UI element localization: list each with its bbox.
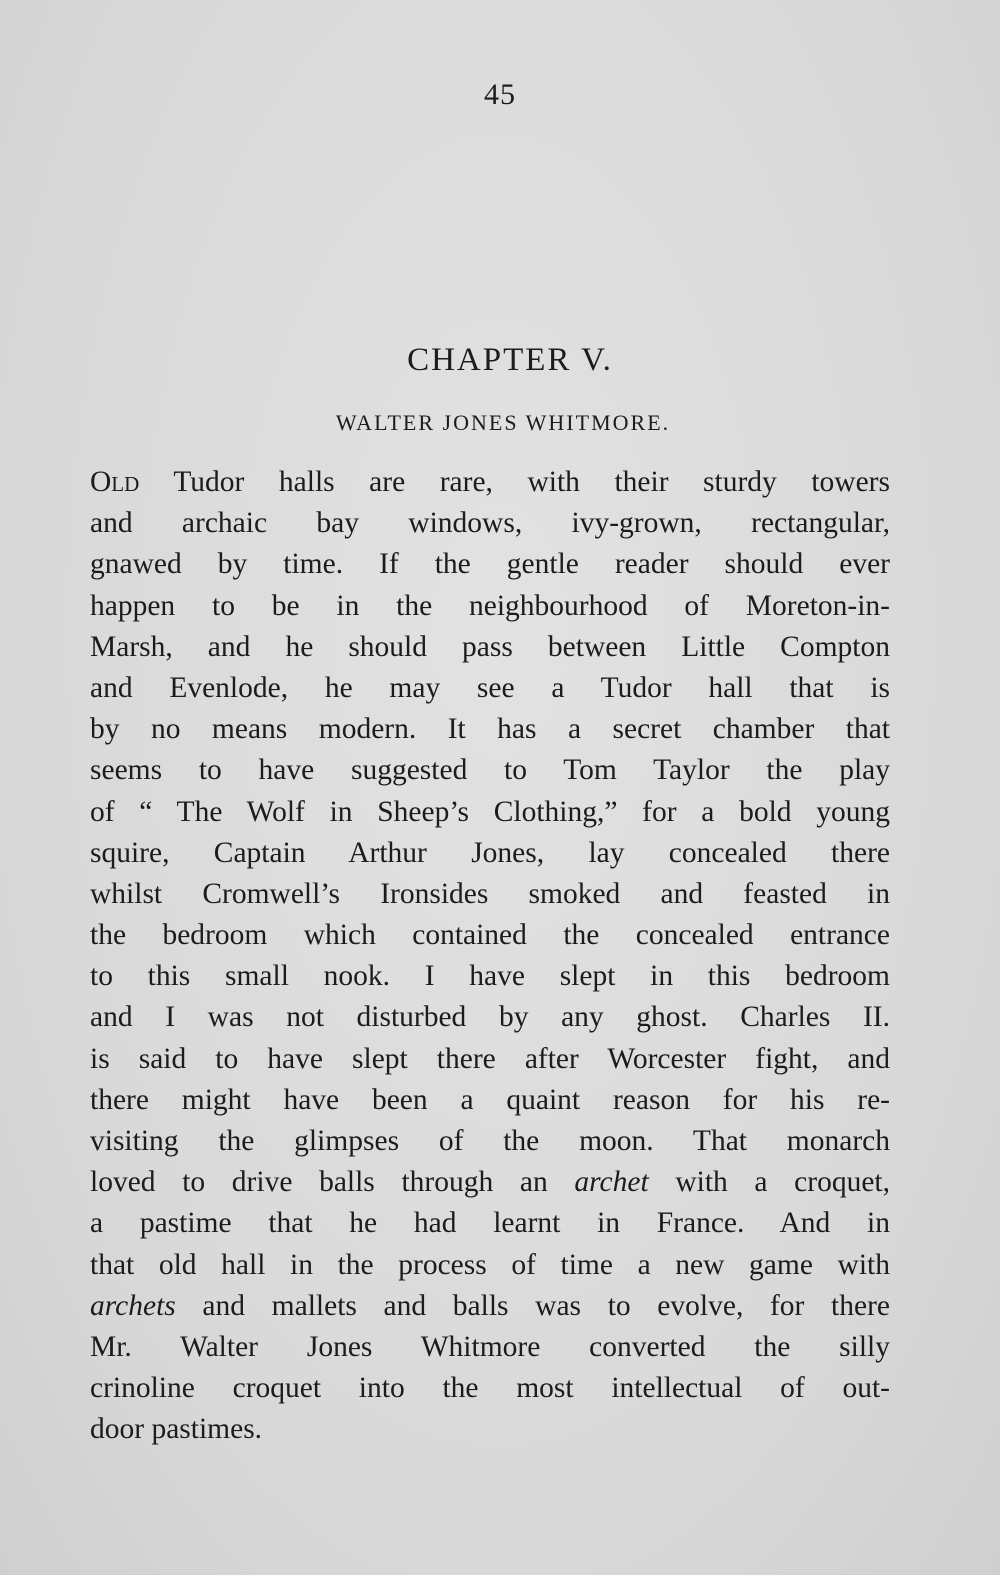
text-line (90, 462, 890, 503)
page-number: 45 (484, 78, 516, 111)
text-line: and I was not disturbed by any ghost. Charles II. (90, 1001, 890, 1034)
text-line: a pastime that he had learnt in France. And in (90, 1207, 890, 1240)
line-text: and mallets and balls was to evolve, for there (175, 1289, 890, 1322)
text-line: whilst Cromwell’s Ironsides smoked and feasted in (90, 877, 890, 910)
text-line: visiting the glimpses of the moon. That monarch (90, 1125, 890, 1157)
chapter-body (90, 462, 890, 1451)
text-line: and archaic bay windows, ivy-grown, rectangular, (90, 507, 890, 540)
text-line: gnawed by time. If the gentle reader should ever (90, 548, 890, 581)
chapter-subtitle: WALTER JONES WHITMORE. (335, 410, 671, 435)
text-line: Marsh, and he should pass between Little Compton (90, 630, 890, 663)
text-line: crinoline croquet into the most intellectual of out- (90, 1372, 890, 1405)
text-line: happen to be in the neighbourhood of Moreton-in- (90, 589, 890, 622)
text-line: the bedroom which contained the concealed entrance (90, 919, 890, 952)
italic-term: archets (90, 1289, 176, 1322)
line-text: with a croquet, (648, 1166, 890, 1199)
line-text: Tudor halls are rare, with their sturdy towers (139, 466, 890, 498)
text-line: that old hall in the process of time a new game with (90, 1248, 890, 1281)
opening-small-caps: Old (90, 466, 140, 498)
text-line: is said to have slept there after Worcester fight, and (90, 1042, 890, 1075)
text-line (90, 1286, 890, 1327)
line-text: loved to drive balls through an (90, 1166, 575, 1199)
text-line: to this small nook. I have slept in this bedroom (90, 960, 890, 993)
text-line: by no means modern. It has a secret chamber that (90, 713, 890, 746)
italic-term: archet (574, 1166, 649, 1199)
text-line: squire, Captain Arthur Jones, lay concealed there (90, 836, 890, 869)
chapter-title: CHAPTER V. (407, 342, 613, 378)
text-line: door pastimes. (90, 1413, 263, 1446)
text-line: of “ The Wolf in Sheep’s Clothing,” for a bold young (90, 795, 890, 828)
text-line: there might have been a quaint reason for his re- (90, 1083, 890, 1116)
text-line: and Evenlode, he may see a Tudor hall that is (90, 671, 890, 704)
text-line: Mr. Walter Jones Whitmore converted the silly (90, 1330, 890, 1363)
text-line: seems to have suggested to Tom Taylor the play (90, 754, 890, 787)
text-line (90, 1162, 890, 1203)
